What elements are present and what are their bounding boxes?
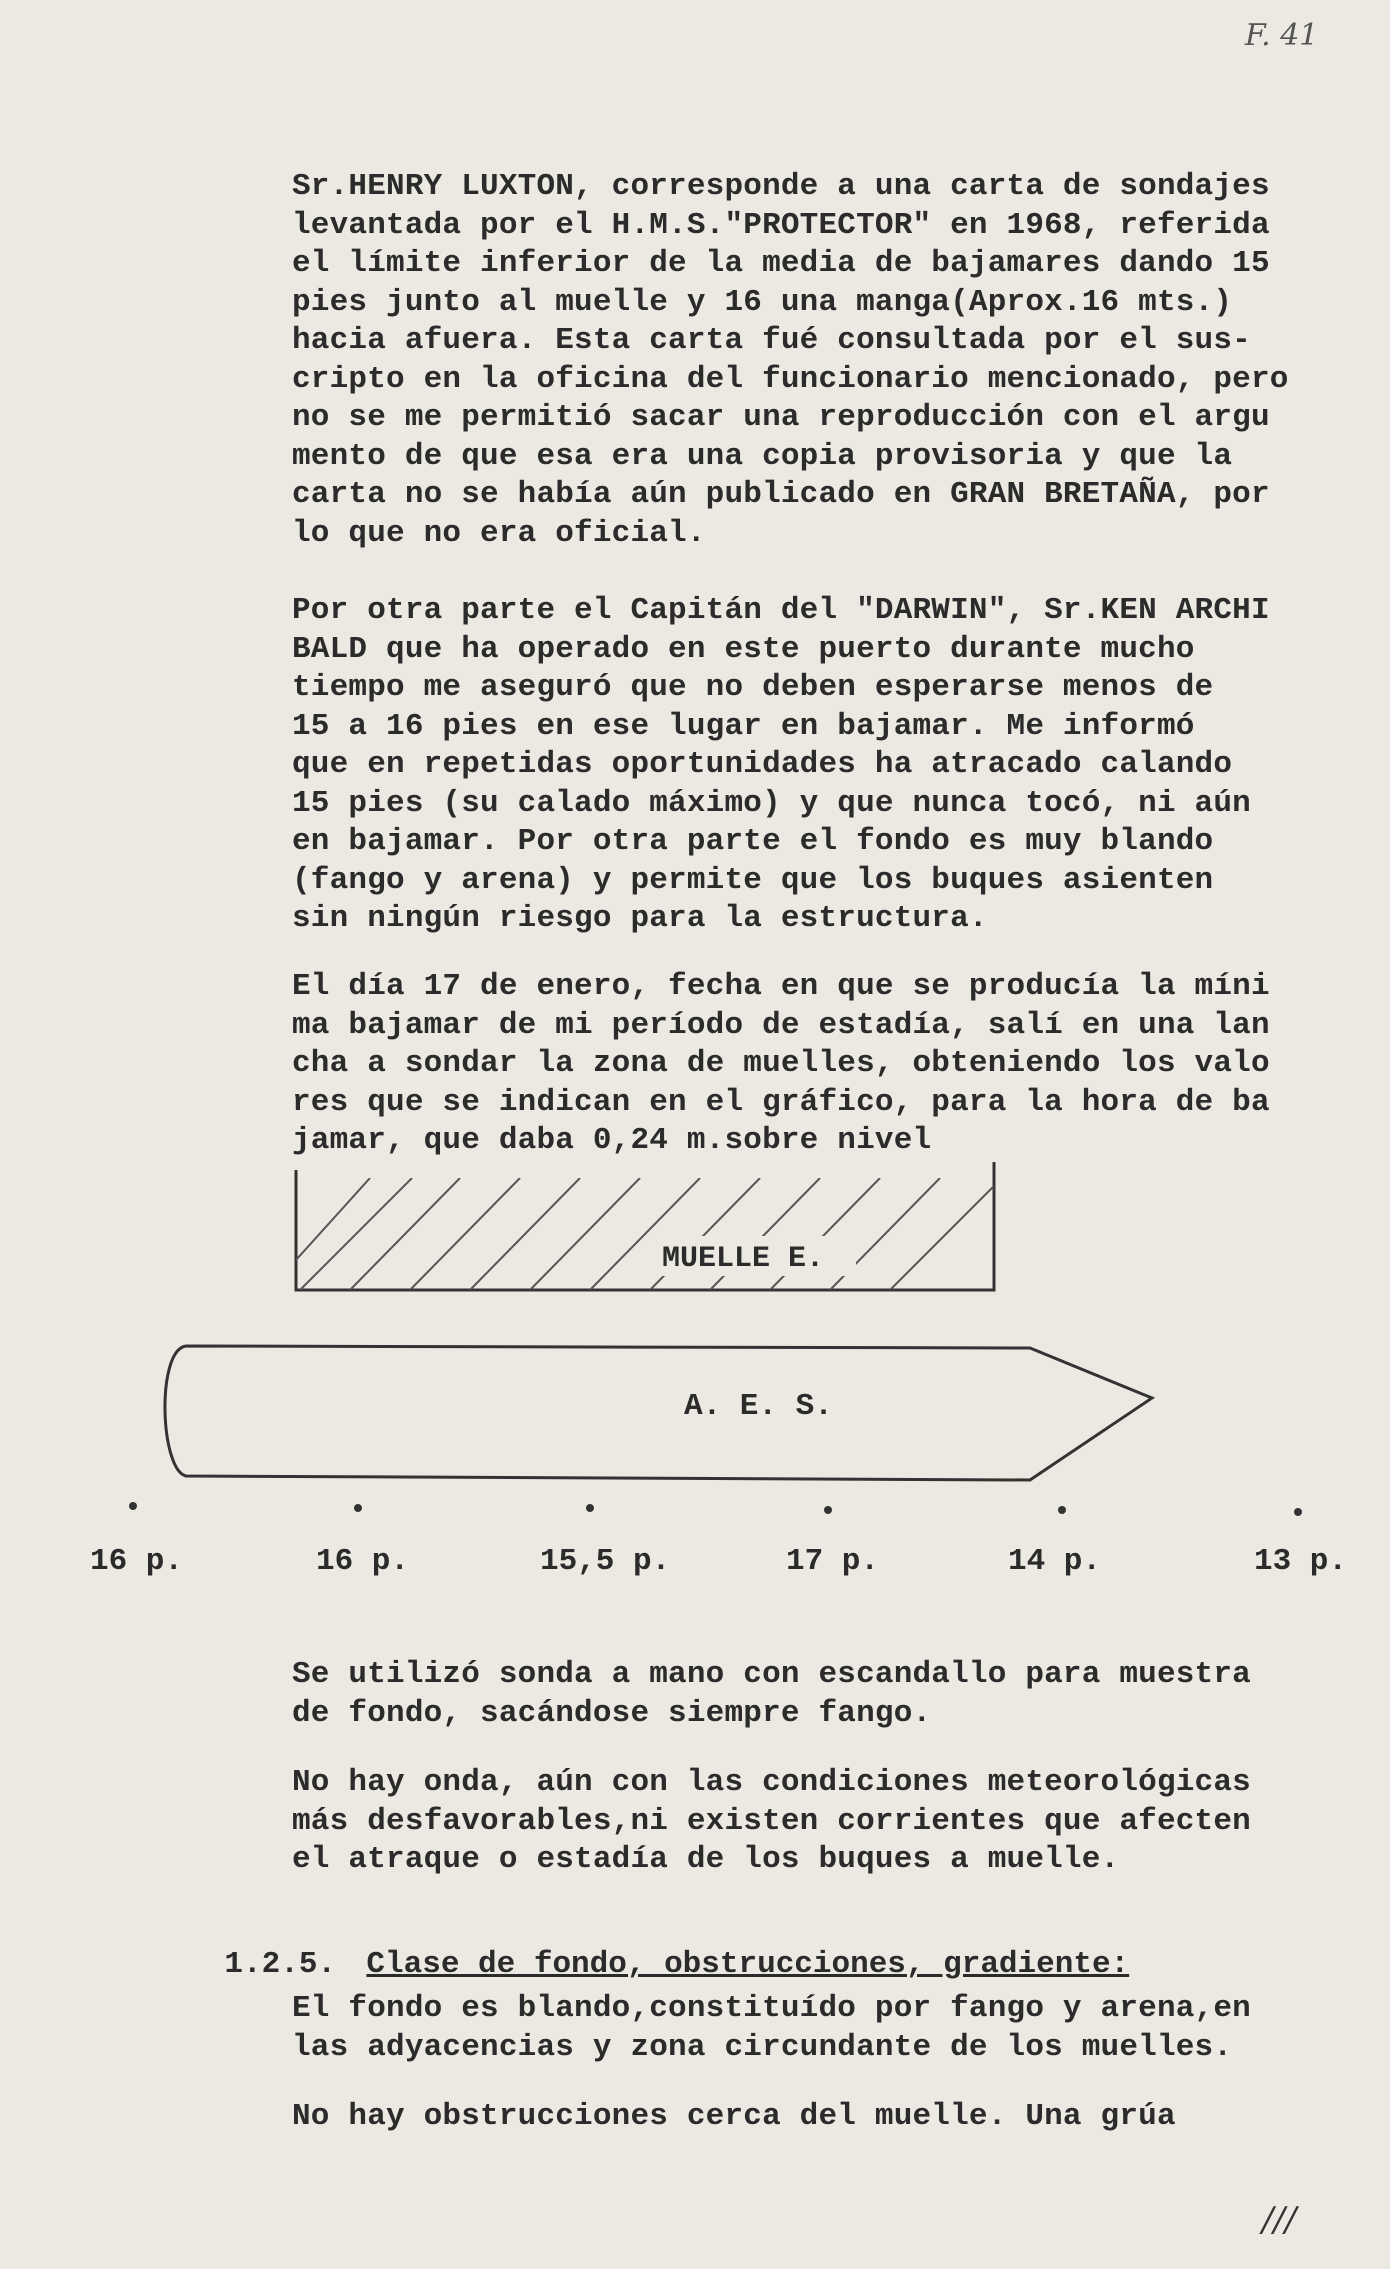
paragraph-sounding-survey xyxy=(292,968,1352,1161)
page-folio-mark: F. 41 xyxy=(1245,18,1319,53)
paragraph-hand-lead xyxy=(292,1656,1352,1733)
paragraph-darwin-captain xyxy=(292,592,1352,939)
text-line: pies junto al muelle y 16 una manga(Aprox.16 mts.) xyxy=(292,284,1233,320)
paragraph-luxton-chart xyxy=(292,168,1352,553)
text-line: en bajamar. Por otra parte el fondo es muy blando xyxy=(292,824,1214,859)
paragraph-bottom-type xyxy=(292,1990,1352,2067)
sounding-points xyxy=(129,1502,1302,1516)
text-line: 15 a 16 pies en ese lugar en bajamar. Me informó xyxy=(292,708,1195,744)
sounding-point xyxy=(1294,1508,1302,1516)
text-line: cripto en la oficina del funcionario mencionado, pero xyxy=(292,361,1289,397)
text-line: hacia afuera. Esta carta fué consultada por el sus- xyxy=(292,323,1251,358)
text-line: ma bajamar de mi período de estadía, salí en una lan xyxy=(292,1007,1270,1043)
sounding-point xyxy=(354,1504,362,1512)
sounding-point xyxy=(824,1506,832,1514)
pier-shape xyxy=(296,1162,994,1290)
sounding-value: 15,5 p. xyxy=(540,1544,671,1579)
ship-outline xyxy=(165,1346,1152,1480)
text-line: lo que no era oficial. xyxy=(292,515,706,551)
paragraph-swell-currents xyxy=(292,1764,1352,1880)
sounding-point xyxy=(1058,1506,1066,1514)
paragraph-obstructions xyxy=(292,2098,1352,2137)
sounding-point xyxy=(129,1502,137,1510)
text-line: de fondo, sacándose siempre fango. xyxy=(292,1695,932,1731)
pier-label: MUELLE E. xyxy=(662,1242,825,1276)
section-number: 1.2.5. xyxy=(224,1947,337,1982)
sounding-value: 16 p. xyxy=(90,1544,184,1579)
text-line: no se me permitió sacar una reproducción con el argu xyxy=(292,400,1270,435)
text-line: No hay onda, aún con las condiciones meteorológicas xyxy=(292,1765,1251,1800)
text-line: más desfavorables,ni existen corrientes que afecten xyxy=(292,1803,1251,1839)
text-line: mento de que esa era una copia provisoria y que la xyxy=(292,438,1233,474)
sounding-value: 16 p. xyxy=(316,1544,410,1579)
text-line: sin ningún riesgo para la estructura. xyxy=(292,901,988,936)
text-line: BALD que ha operado en este puerto durante mucho xyxy=(292,631,1195,667)
pier-sounding-sketch xyxy=(0,1150,1390,1550)
text-line: El día 17 de enero, fecha en que se producía la míni xyxy=(292,969,1270,1004)
sounding-value: 13 p. xyxy=(1254,1544,1348,1579)
text-line: 15 pies (su calado máximo) y que nunca tocó, ni aún xyxy=(292,785,1251,821)
text-line: que en repetidas oportunidades ha atracado calando xyxy=(292,747,1233,782)
text-line: carta no se había aún publicado en GRAN BRETAÑA, por xyxy=(292,477,1270,512)
section-title: Clase de fondo, obstrucciones, gradiente: xyxy=(366,1947,1130,1982)
text-line: jamar, que daba 0,24 m.sobre nivel xyxy=(292,1123,932,1158)
text-line: cha a sondar la zona de muelles, obteniendo los valo xyxy=(292,1046,1270,1081)
text-line: el límite inferior de la media de bajamares dando 15 xyxy=(292,246,1270,281)
text-line: El fondo es blando,constituído por fango y arena,en xyxy=(292,1991,1251,2026)
sounding-value: 14 p. xyxy=(1008,1544,1102,1579)
text-line: (fango y arena) y permite que los buques asienten xyxy=(292,862,1214,898)
text-line: las adyacencias y zona circundante de los muelles. xyxy=(292,2029,1233,2065)
text-line: Se utilizó sonda a mano con escandallo para muestra xyxy=(292,1657,1251,1692)
end-marks: /// xyxy=(1262,2200,1297,2240)
text-line: No hay obstrucciones cerca del muelle. Una grúa xyxy=(292,2099,1176,2134)
text-line: Sr.HENRY LUXTON, corresponde a una carta de sondajes xyxy=(292,169,1270,204)
sounding-point xyxy=(586,1504,594,1512)
text-line: el atraque o estadía de los buques a muelle. xyxy=(292,1842,1120,1877)
text-line: levantada por el H.M.S."PROTECTOR" en 1968, referida xyxy=(292,207,1270,243)
text-line: tiempo me aseguró que no deben esperarse menos de xyxy=(292,670,1214,705)
text-line: res que se indican en el gráfico, para la hora de ba xyxy=(292,1084,1270,1120)
ship-label: A. E. S. xyxy=(684,1389,833,1424)
text-line: Por otra parte el Capitán del "DARWIN", Sr.KEN ARCHI xyxy=(292,593,1270,628)
sounding-value: 17 p. xyxy=(786,1544,880,1579)
